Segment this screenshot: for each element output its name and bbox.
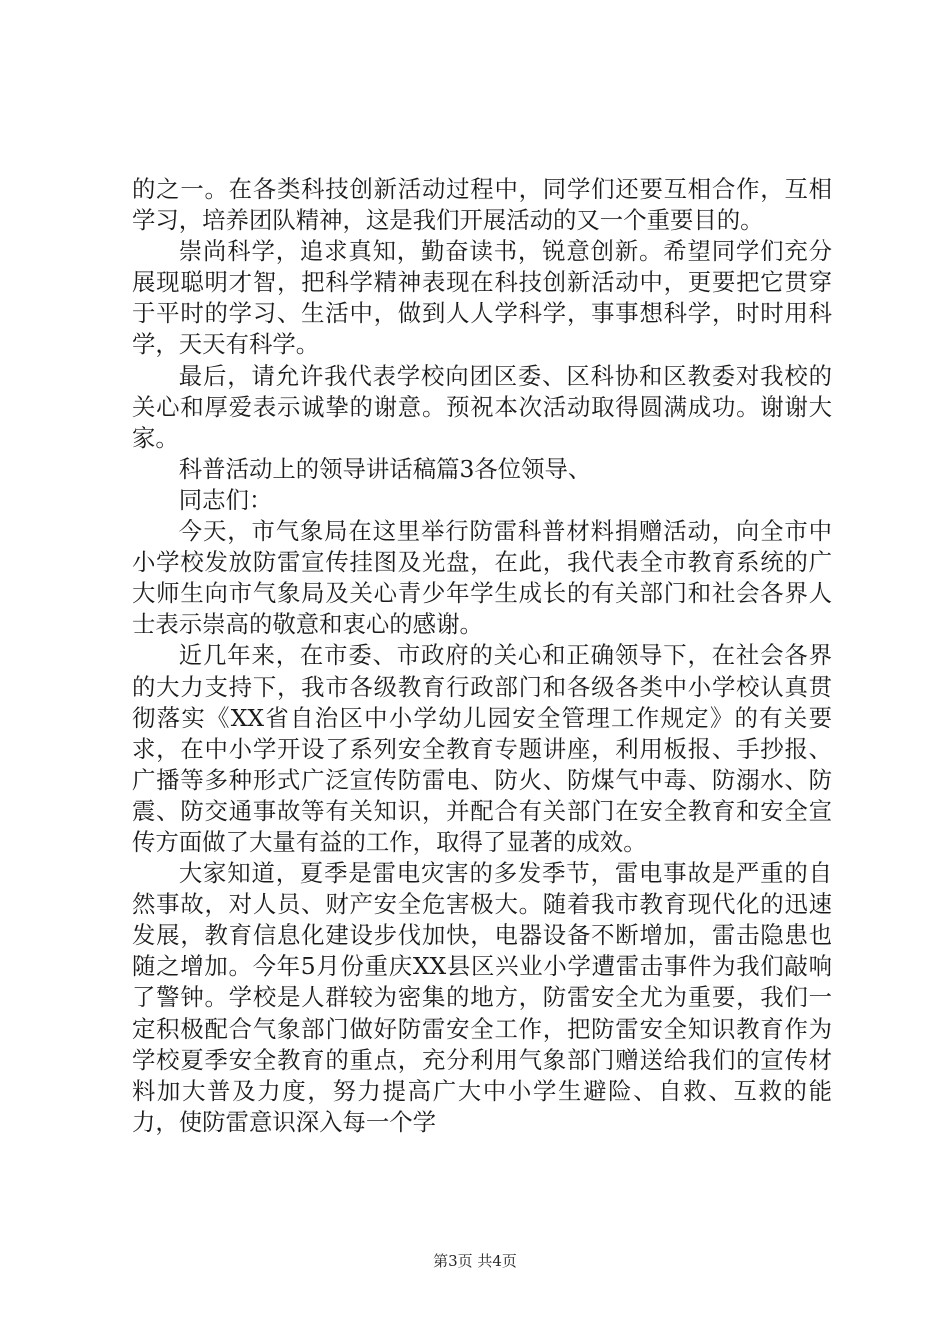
paragraph-7: 近几年来，在市委、市政府的关心和正确领导下，在社会各界的大力支持下，我市各级教育行政部门和各级各类中小学校认真贯彻落实《XX省自治区中小学幼儿园安全管理工作规定》的有关要求，在中小学开设了系列安全教育专题讲座，利用板报、手抄报、广播等多种形式广泛宣传防雷电、防火、防煤气中毒、防溺水、防震、防交通事故等有关知识，并配合有关部门在安全教育和安全宣传方面做了大量有益的工作，取得了显著的成效。 [132,641,832,856]
page-total: 共4页 [477,1252,517,1270]
paragraph-2: 崇尚科学，追求真知，勤奋读书，锐意创新。希望同学们充分展现聪明才智，把科学精神表现在科技创新活动中，更要把它贯穿于平时的学习、生活中，做到人人学科学，事事想科学，时时用科学，天天有科学。 [132,237,832,359]
salutation: 同志们： [178,485,273,514]
page-number: 第3页 [433,1252,473,1270]
paragraph-1: 的之一。在各类科技创新活动过程中，同学们还要互相合作，互相学习，培养团队精神，这是我们开展活动的又一个重要目的。 [132,175,832,235]
section-heading: 科普活动上的领导讲话稿篇3各位领导、 [178,454,592,483]
paragraph-3: 最后，请允许我代表学校向团区委、区科协和区教委对我校的关心和厚爱表示诚挚的谢意。预祝本次活动取得圆满成功。谢谢大家。 [132,361,832,452]
document-body [132,174,832,1138]
paragraph-8: 大家知道，夏季是雷电灾害的多发季节，雷电事故是严重的自然事故，对人员、财产安全危害极大。随着我市教育现代化的迅速发展，教育信息化建设步伐加快，电器设备不断增加，雷击隐患也随之增加。今年5月份重庆XX县区兴业小学遭雷击事件为我们敲响了警钟。学校是人群较为密集的地方，防雷安全尤为重要，我们一定积极配合气象部门做好防雷安全工作，把防雷安全知识教育作为学校夏季安全教育的重点，充分利用气象部门赠送给我们的宣传材料加大普及力度，努力提高广大中小学生避险、自救、互救的能力，使防雷意识深入每一个学 [132,859,832,1136]
paragraph-6: 今天，市气象局在这里举行防雷科普材料捐赠活动，向全市中小学校发放防雷宣传挂图及光盘，在此，我代表全市教育系统的广大师生向市气象局及关心青少年学生成长的有关部门和社会各界人士表示崇高的敬意和衷心的感谢。 [132,517,832,639]
page-footer [0,1251,950,1271]
